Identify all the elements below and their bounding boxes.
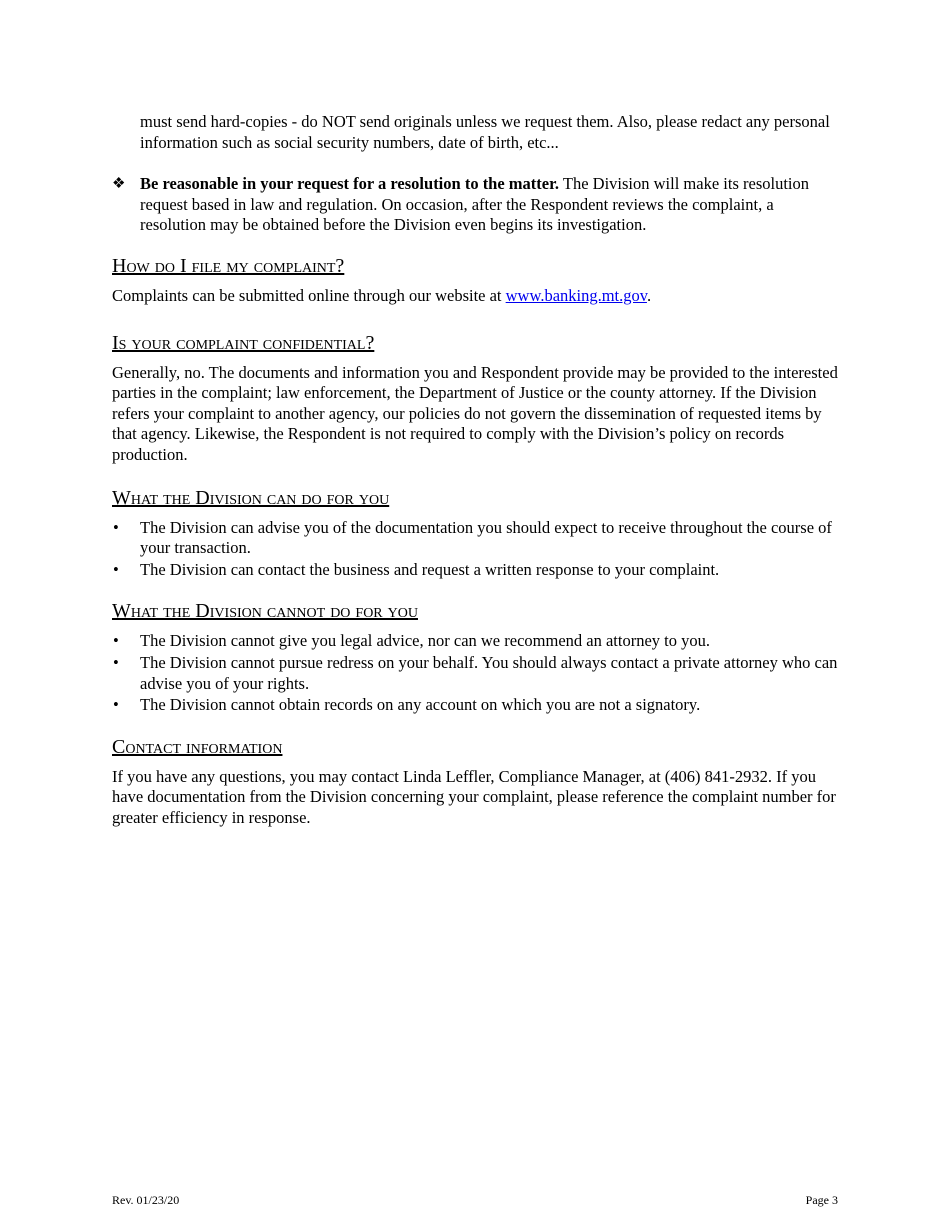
can-do-heading: What the Division can do for you — [112, 486, 390, 509]
list-item — [112, 518, 840, 559]
list-item-text: The Division cannot give you legal advice, nor can we recommend an attorney to you. — [140, 631, 710, 651]
banking-website-link[interactable]: www.banking.mt.gov — [505, 285, 647, 305]
cannot-do-list — [112, 631, 840, 715]
cannot-do-heading: What the Division cannot do for you — [112, 600, 418, 623]
file-complaint-heading: How do I file my complaint? — [112, 254, 345, 277]
confidential-heading: Is your complaint confidential? — [112, 331, 375, 354]
file-text-before: Complaints can be submitted online through our website at — [112, 285, 506, 305]
list-item-text: The Division can advise you of the documentation you should expect to receive throughout the course of your transaction. — [140, 517, 832, 558]
intro-continuation: must send hard-copies - do NOT send originals unless we request them. Also, please redact any personal information such as social security numbers, date of birth, etc... — [140, 112, 830, 152]
bullet-icon: • — [113, 695, 119, 715]
reasonable-request-item — [112, 174, 840, 236]
list-item-text: The Division cannot obtain records on any account on which you are not a signatory. — [140, 695, 701, 715]
list-item — [112, 695, 840, 716]
page-number: Page 3 — [805, 1193, 838, 1207]
bullet-icon: • — [113, 631, 119, 651]
bullet-icon: • — [113, 517, 119, 537]
list-item — [112, 560, 840, 581]
bullet-icon: • — [113, 652, 119, 672]
revision-date: Rev. 01/23/20 — [112, 1193, 180, 1207]
list-item — [112, 653, 840, 694]
file-complaint-text — [112, 286, 840, 307]
list-item-text: The Division can contact the business and request a written response to your complaint. — [140, 559, 720, 579]
reasonable-request-bold: Be reasonable in your request for a resolution to the matter. — [140, 174, 560, 194]
list-item — [112, 631, 840, 652]
document-body — [112, 112, 840, 828]
can-do-list — [112, 518, 840, 581]
reasonable-request-text: The Division will make its resolution request based in law and regulation. On occasion, after the Respondent reviews the complaint, a resolution may be obtained before the Division even begins its investigation. — [140, 174, 809, 235]
confidential-text: Generally, no. The documents and information you and Respondent provide may be provided to the interested parties in the complaint; law enforcement, the Department of Justice or the county attorney. If the Division refers your complaint to another agency, our policies do not govern the dissemination of requested items by that agency. Likewise, the Respondent is not required to comply with the Division’s policy on records production. — [112, 362, 838, 464]
diamond-bullet-icon: ❖ — [112, 176, 126, 193]
file-text-after: . — [646, 285, 652, 305]
contact-text: If you have any questions, you may contact Linda Leffler, Compliance Manager, at (406) 841-2932. If you have documentation from the Division concerning your complaint, please reference the complaint number for greater efficiency in response. — [112, 766, 836, 827]
list-item-text: The Division cannot pursue redress on your behalf. You should always contact a private attorney who can advise you of your rights. — [140, 652, 838, 693]
bullet-icon: • — [113, 559, 119, 579]
contact-heading: Contact information — [112, 735, 283, 758]
